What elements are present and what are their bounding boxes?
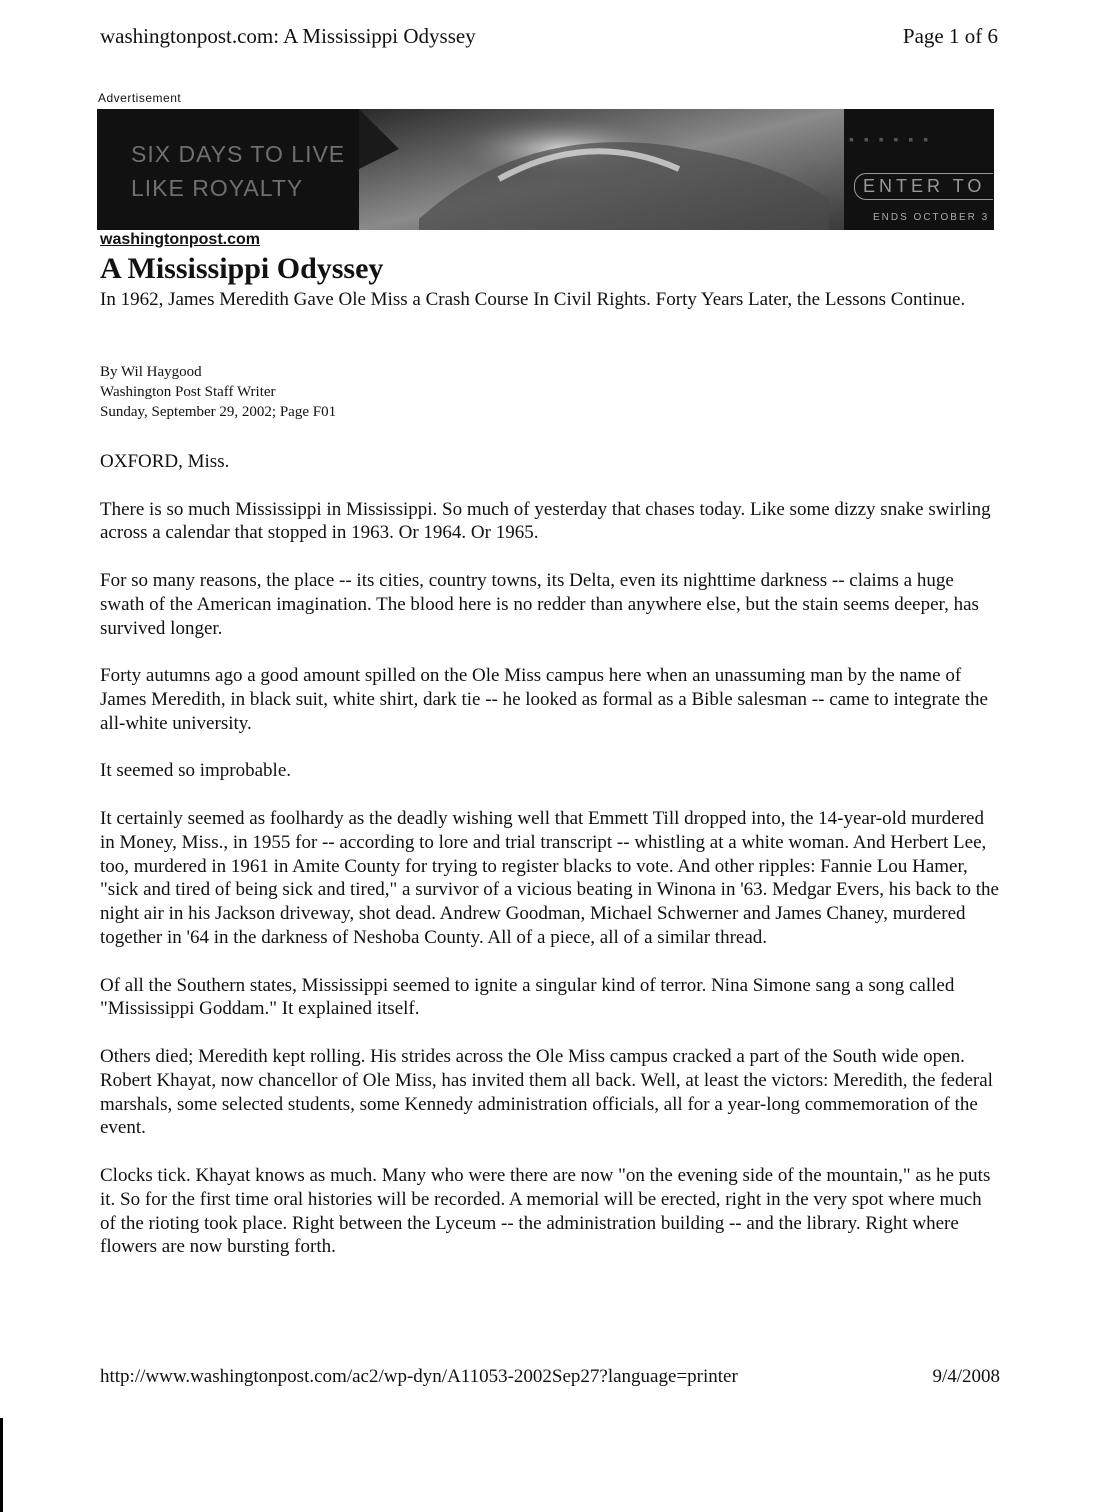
ad-tagline-line2: LIKE ROYALTY — [131, 175, 304, 201]
article-paragraph: There is so much Mississippi in Mississippi. So much of yesterday that chases today. Like some dizzy snake swirling across a calendar that stopped in 1963. Or 1964. Or 1965. — [100, 498, 991, 544]
ad-right-text: ▪ ▪ ▪ ▪ ▪ ▪ — [849, 131, 932, 147]
print-footer — [100, 1366, 1000, 1388]
article-headline: A Mississippi Odyssey — [100, 252, 384, 285]
article-paragraph: Others died; Meredith kept rolling. His strides across the Ole Miss campus cracked a part of the South wide open. Robert Khayat, now chancellor of Ole Miss, has invited them all back. Well, at least the victors: Meredith, the federal marshals, some selected students, some Kennedy administration officials, all for a year-long commemoration of the event. — [100, 1045, 993, 1139]
ad-tagline — [131, 137, 345, 205]
scan-edge-mark — [0, 1418, 3, 1512]
ad-enter-button[interactable]: ENTER TO — [854, 173, 993, 200]
ad-ends-text: ENDS OCTOBER 3 — [873, 212, 990, 223]
article-deck: In 1962, James Meredith Gave Ole Miss a Crash Course In Civil Rights. Forty Years Later, the Lessons Continue. — [100, 289, 966, 310]
article-paragraph: For so many reasons, the place -- its cities, country towns, its Delta, even its nighttime darkness -- claims a huge swath of the American imagination. The blood here is no redder than anywhere else, but the stain seems deeper, has survived longer. — [100, 569, 979, 639]
ad-tagline-line1: SIX DAYS TO LIVE — [131, 141, 346, 167]
site-home-link[interactable]: washingtonpost.com — [100, 231, 260, 248]
ad-photo-image — [359, 109, 844, 230]
print-header-title: washingtonpost.com: A Mississippi Odyssey — [100, 24, 476, 48]
article-paragraph: It seemed so improbable. — [100, 760, 292, 782]
article-paragraph: It certainly seemed as foolhardy as the deadly wishing well that Emmett Till dropped into, the 14-year-old murdered in Money, Miss., in 1955 for -- according to lore and trial transcript -- whistling at a white woman. And Herbert Lee, too, murdered in 1961 in Amite County for trying to register blacks to vote. And other ripples: Fannie Lou Hamer, "sick and tired of being sick and tired," a survivor of a vicious beating in Winona in '63. Medgar Evers, his back to the night air in his Jackson driveway, shot dead. Andrew Goodman, Michael Schwerner and James Chaney, murdered together in '64 in the darkness of Neshoba County. All of a piece, all of a similar thread. — [100, 807, 999, 948]
article-body — [100, 450, 1000, 1283]
article-paragraph: Forty autumns ago a good amount spilled on the Ole Miss campus here when an unassuming man by the name of James Meredith, in black suit, white shirt, dark tie -- he looked as formal as a Bible salesman -- came to integrate the all-white university. — [100, 665, 988, 734]
byline-date: Sunday, September 29, 2002; Page F01 — [100, 404, 337, 420]
footer-date: 9/4/2008 — [932, 1366, 1000, 1387]
byline-author: By Wil Haygood — [100, 364, 202, 380]
print-header — [100, 24, 998, 49]
footer-url: http://www.washingtonpost.com/ac2/wp-dyn/A11053-2002Sep27?language=printer — [100, 1366, 738, 1387]
byline — [100, 362, 336, 422]
byline-role: Washington Post Staff Writer — [100, 384, 276, 400]
article-dateline: OXFORD, Miss. — [100, 451, 230, 472]
page-indicator: Page 1 of 6 — [902, 24, 998, 48]
article-paragraph: Clocks tick. Khayat knows as much. Many who were there are now "on the evening side of the mountain," as he puts it. So for the first time oral histories will be recorded. A memorial will be erected, right in the very spot where much of the rioting took place. Right between the Lyceum -- the administration building -- and the library. Right where flowers are now bursting forth. — [100, 1164, 991, 1258]
article-paragraph: Of all the Southern states, Mississippi seemed to ignite a singular kind of terror. Nina Simone sang a song called "Mississippi Goddam." It explained itself. — [100, 974, 955, 1020]
advertisement-label: Advertisement — [98, 91, 182, 105]
advertisement-banner[interactable] — [97, 109, 994, 230]
